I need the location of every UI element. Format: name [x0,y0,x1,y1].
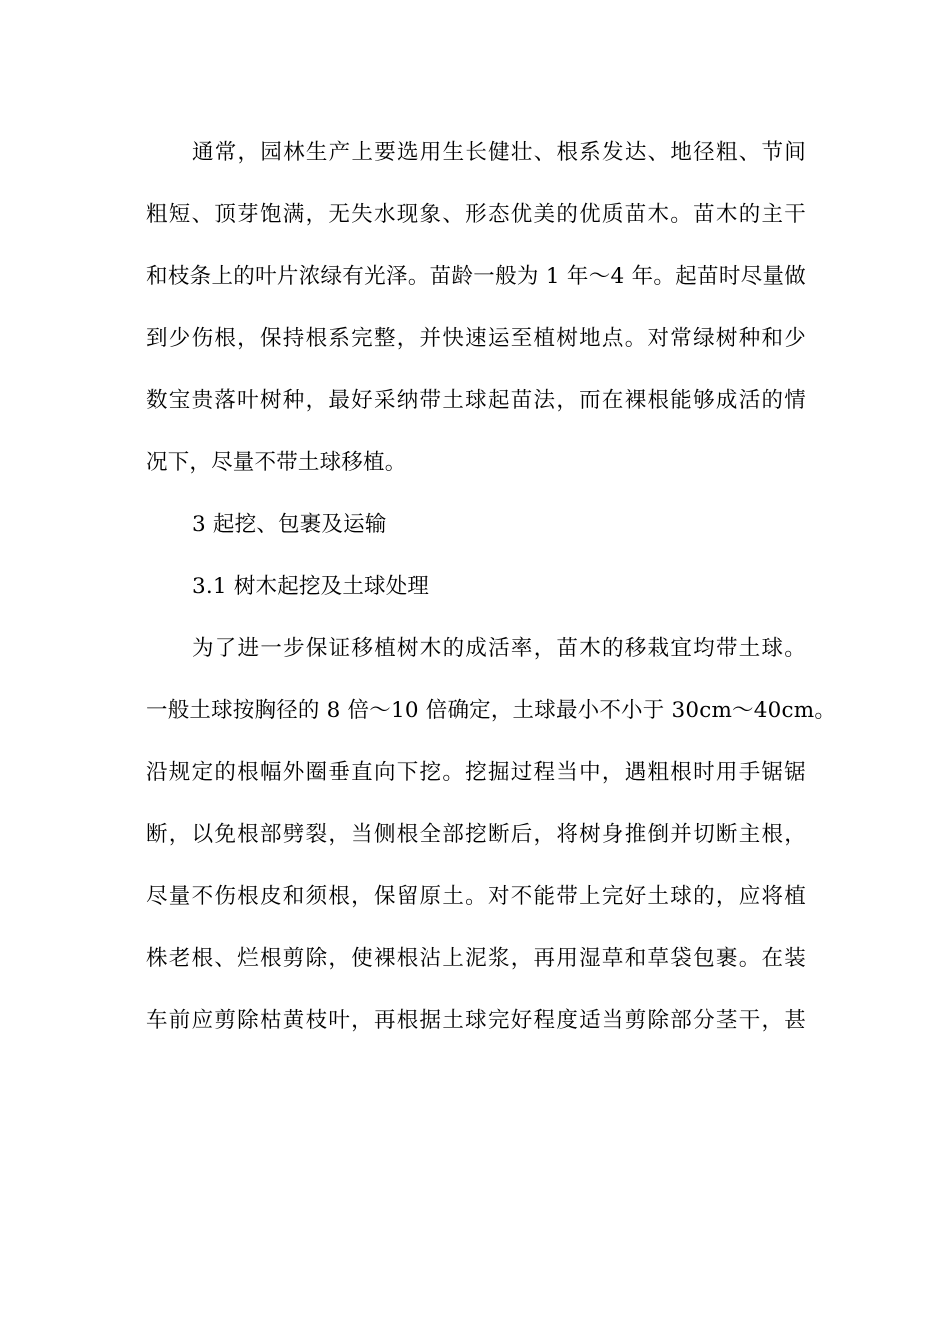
paragraph-line: 通常，园林生产上要选用生长健壮、根系发达、地径粗、节间 [192,140,806,165]
paragraph-line: 为了进一步保证移植树木的成活率，苗木的移栽宜均带土球。 [192,636,806,661]
paragraph-line: 数宝贵落叶树种，最好采纳带土球起苗法，而在裸根能够成活的情 [146,388,806,413]
paragraph-line: 一般土球按胸径的 8 倍～10 倍确定，土球最小不小于 30cm～40cm。 [146,698,837,723]
paragraph-line: 粗短、顶芽饱满，无失水现象、形态优美的优质苗木。苗木的主干 [146,202,806,227]
subsection-heading: 3.1 树木起挖及土球处理 [192,574,430,599]
paragraph-line: 沿规定的根幅外圈垂直向下挖。挖掘过程当中，遇粗根时用手锯锯 [146,760,806,785]
paragraph-line: 断，以免根部劈裂，当侧根全部挖断后，将树身推倒并切断主根， [146,822,806,847]
paragraph-line: 况下，尽量不带土球移植。 [146,450,407,475]
paragraph-line: 到少伤根，保持根系完整，并快速运至植树地点。对常绿树种和少 [146,326,806,351]
paragraph-line: 和枝条上的叶片浓绿有光泽。苗龄一般为 1 年～4 年。起苗时尽量做 [146,264,806,289]
paragraph-line: 株老根、烂根剪除，使裸根沾上泥浆，再用湿草和草袋包裹。在装 [146,946,806,971]
paragraph-line: 尽量不伤根皮和须根，保留原土。对不能带上完好土球的，应将植 [146,884,806,909]
section-heading: 3 起挖、包裹及运输 [192,512,387,537]
paragraph-line: 车前应剪除枯黄枝叶，再根据土球完好程度适当剪除部分茎干，甚 [146,1008,806,1033]
